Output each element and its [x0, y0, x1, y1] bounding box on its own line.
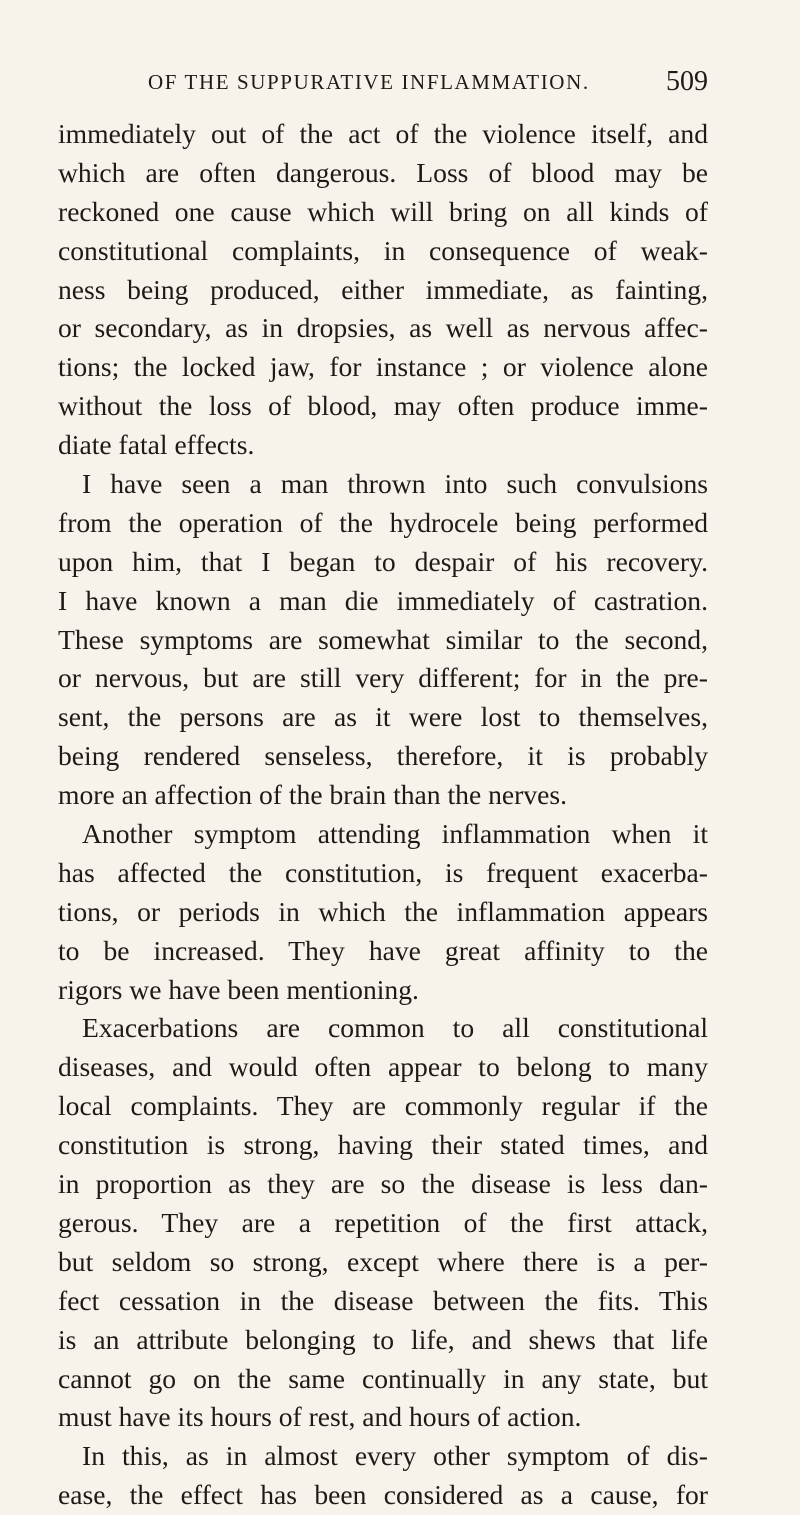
text-line: In this, as in almost every other symptom of dis-	[82, 1440, 708, 1472]
text-line: rigors we have been mentioning.	[58, 973, 419, 1005]
text-line: I have seen a man thrown into such convulsions	[82, 468, 708, 500]
text-line: diseases, and would often appear to belong to many	[58, 1051, 708, 1083]
text-line: immediately out of the act of the violence itself, and	[58, 118, 708, 149]
text-line: from the operation of the hydrocele being performed	[58, 506, 708, 538]
text-line: tions, or periods in which the inflammation appears	[58, 895, 708, 927]
text-line: gerous. They are a repetition of the first attack,	[58, 1206, 708, 1238]
text-line: to be increased. They have great affinity to the	[58, 934, 708, 966]
running-head	[148, 66, 708, 104]
text-line: Exacerbations are common to all constitutional	[82, 1012, 708, 1044]
text-line: cannot go on the same continually in any state, but	[58, 1362, 708, 1394]
text-line: has affected the constitution, is frequent exacerba-	[58, 856, 708, 888]
text-line: or secondary, as in dropsies, as well as nervous affec-	[58, 312, 708, 344]
text-line: These symptoms are somewhat similar to the second,	[58, 623, 708, 655]
text-line: in proportion as they are so the disease is less dan-	[58, 1168, 708, 1200]
text-line: local complaints. They are commonly regular if the	[58, 1090, 708, 1122]
text-line: diate fatal effects.	[58, 429, 255, 461]
text-line: constitutional complaints, in consequence of weak-	[58, 234, 708, 266]
text-line: tions; the locked jaw, for instance ; or violence alone	[58, 351, 708, 383]
text-line: constitution is strong, having their stated times, and	[58, 1129, 708, 1161]
text-line: or nervous, but are still very different; for in the pre-	[58, 662, 708, 694]
text-line: but seldom so strong, except where there is a per-	[58, 1245, 708, 1277]
text-line: without the loss of blood, may often produce imme-	[58, 390, 708, 422]
page-number: 509	[666, 66, 708, 97]
text-line: I have known a man die immediately of castration.	[58, 584, 708, 616]
text-line: sent, the persons are as it were lost to themselves,	[58, 701, 708, 733]
text-line: is an attribute belonging to life, and shews that life	[58, 1323, 708, 1355]
text-line: Another symptom attending inflammation when it	[82, 818, 708, 850]
text-line: reckoned one cause which will bring on all kinds of	[58, 195, 708, 227]
text-line: fect cessation in the disease between the fits. This	[58, 1284, 708, 1316]
running-title: OF THE SUPPURATIVE INFLAMMATION.	[148, 70, 590, 94]
text-line: ness being produced, either immediate, as fainting,	[58, 273, 708, 305]
text-line: upon him, that I began to despair of his recovery.	[58, 545, 708, 577]
text-line: more an affection of the brain than the nerves.	[58, 779, 568, 811]
body-text	[58, 115, 708, 1515]
text-line: which are often dangerous. Loss of blood may be	[58, 156, 708, 188]
text-line: must have its hours of rest, and hours of action.	[58, 1401, 582, 1433]
text-line: ease, the effect has been considered as a cause, for	[58, 1479, 708, 1511]
text-line: being rendered senseless, therefore, it is probably	[58, 740, 708, 772]
